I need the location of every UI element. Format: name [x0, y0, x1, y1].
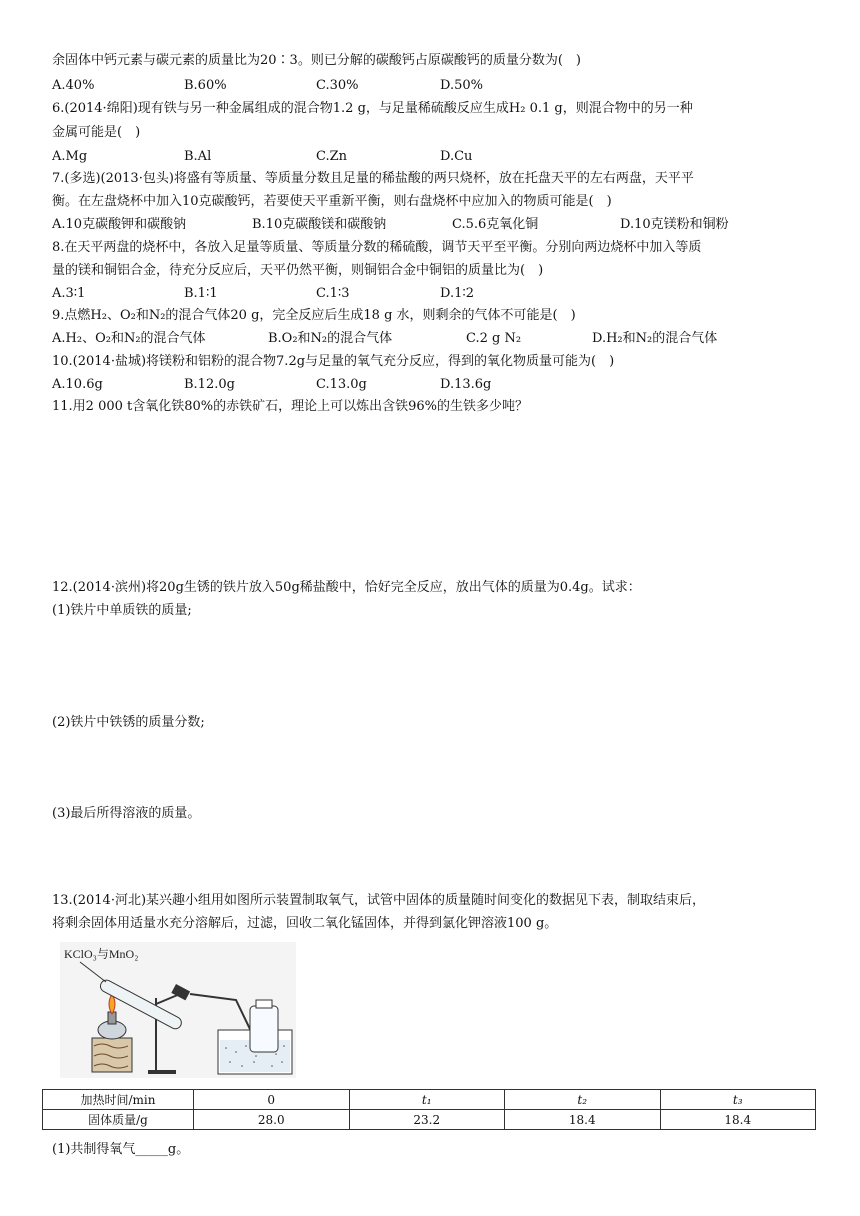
- table-cell: 固体质量/g: [43, 1110, 194, 1130]
- heating-data-table: [42, 1089, 816, 1130]
- q10-option-c: C.13.0g: [316, 377, 367, 392]
- q10-option-d: D.13.6g: [440, 377, 492, 392]
- q13-line1: 13.(2014·河北)某兴趣小组用如图所示装置制取氧气，试管中固体的质量随时间变化的数据见下表，制取结束后，: [52, 893, 706, 908]
- q12-sub2: (2)铁片中铁锈的质量分数;: [52, 715, 205, 730]
- q6-option-c: C.Zn: [316, 149, 348, 164]
- table-cell: t₁: [349, 1090, 505, 1110]
- q6-line2: 金属可能是( ): [52, 125, 141, 140]
- q8-option-b: B.1∶1: [184, 286, 218, 301]
- q10-line1: 10.(2014·盐城)将镁粉和铝粉的混合物7.2g与足量的氧气充分反应，得到的氧化物质量可能为( ): [52, 354, 615, 369]
- table-row: [43, 1090, 816, 1110]
- q5-option-c: C.30%: [316, 78, 359, 93]
- q7-option-d: D.10克镁粉和铜粉: [620, 217, 729, 232]
- table-cell: 0: [194, 1090, 350, 1110]
- table-cell: 加热时间/min: [43, 1090, 194, 1110]
- q5-stem: 余固体中钙元素与碳元素的质量比为20∶3。则已分解的碳酸钙占原碳酸钙的质量分数为( ): [52, 53, 581, 68]
- q13-sub1: (1)共制得氧气_____g。: [52, 1142, 190, 1157]
- q12-sub3: (3)最后所得溶液的质量。: [52, 806, 201, 821]
- q8-option-a: A.3∶1: [52, 286, 86, 301]
- q9-option-a: A.H₂、O₂和N₂的混合气体: [52, 331, 206, 346]
- q9-option-b: B.O₂和N₂的混合气体: [268, 331, 393, 346]
- table-cell: 28.0: [194, 1110, 350, 1130]
- table-row: [43, 1110, 816, 1130]
- table-cell: 18.4: [660, 1110, 816, 1130]
- q7-option-a: A.10克碳酸钾和碳酸钠: [52, 217, 187, 232]
- table-cell: 18.4: [505, 1110, 661, 1130]
- q10-option-a: A.10.6g: [52, 377, 103, 392]
- q8-line2: 量的镁和铜铝合金，待充分反应后，天平仍然平衡，则铜铝合金中铜铝的质量比为( ): [52, 263, 544, 278]
- table-cell: 23.2: [349, 1110, 505, 1130]
- q6-option-b: B.Al: [184, 149, 212, 164]
- q8-option-d: D.1∶2: [440, 286, 475, 301]
- reagent-label: KClO₃与MnO₂: [64, 947, 139, 961]
- q7-option-c: C.5.6克氧化铜: [452, 217, 539, 232]
- q5-option-a: A.40%: [52, 78, 95, 93]
- q12-line1: 12.(2014·滨州)将20g生锈的铁片放入50g稀盐酸中，恰好完全反应，放出气体的质量为0.4g。试求：: [52, 580, 641, 595]
- q8-line1: 8.在天平两盘的烧杯中，各放入足量等质量、等质量分数的稀硫酸，调节天平至平衡。分别向两边烧杯中加入等质: [52, 240, 702, 255]
- q6-line1: 6.(2014·绵阳)现有铁与另一种金属组成的混合物1.2 g，与足量稀硫酸反应生成H₂ 0.1 g，则混合物中的另一种: [52, 101, 693, 116]
- q6-option-a: A.Mg: [52, 149, 88, 164]
- q8-option-c: C.1∶3: [316, 286, 350, 301]
- q5-option-d: D.50%: [440, 78, 483, 93]
- q13-line2: 将剩余固体用适量水充分溶解后，过滤，回收二氧化锰固体，并得到氯化钾溶液100 g。: [52, 916, 558, 931]
- q10-option-b: B.12.0g: [184, 377, 235, 392]
- oxygen-apparatus-figure: [60, 942, 296, 1078]
- table-cell: t₃: [660, 1090, 816, 1110]
- q11-line1: 11.用2 000 t含氧化铁80%的赤铁矿石，理论上可以炼出含铁96%的生铁多少吨？: [52, 399, 529, 414]
- q7-line1: 7.(多选)(2013·包头)将盛有等质量、等质量分数且足量的稀盐酸的两只烧杯，放在托盘天平的左右两盘，天平平: [52, 171, 694, 186]
- q5-option-b: B.60%: [184, 78, 227, 93]
- q9-option-c: C.2 g N₂: [466, 331, 522, 346]
- q9-option-d: D.H₂和N₂的混合气体: [592, 331, 718, 346]
- q9-line1: 9.点燃H₂、O₂和N₂的混合气体20 g，完全反应后生成18 g 水，则剩余的气体不可能是( ): [52, 308, 576, 323]
- q7-line2: 衡。在左盘烧杯中加入10克碳酸钙，若要使天平重新平衡，则右盘烧杯中应加入的物质可能是( ): [52, 194, 612, 209]
- q6-option-d: D.Cu: [440, 149, 473, 164]
- q7-option-b: B.10克碳酸镁和碳酸钠: [252, 217, 387, 232]
- q12-sub1: (1)铁片中单质铁的质量;: [52, 603, 192, 618]
- table-cell: t₂: [505, 1090, 661, 1110]
